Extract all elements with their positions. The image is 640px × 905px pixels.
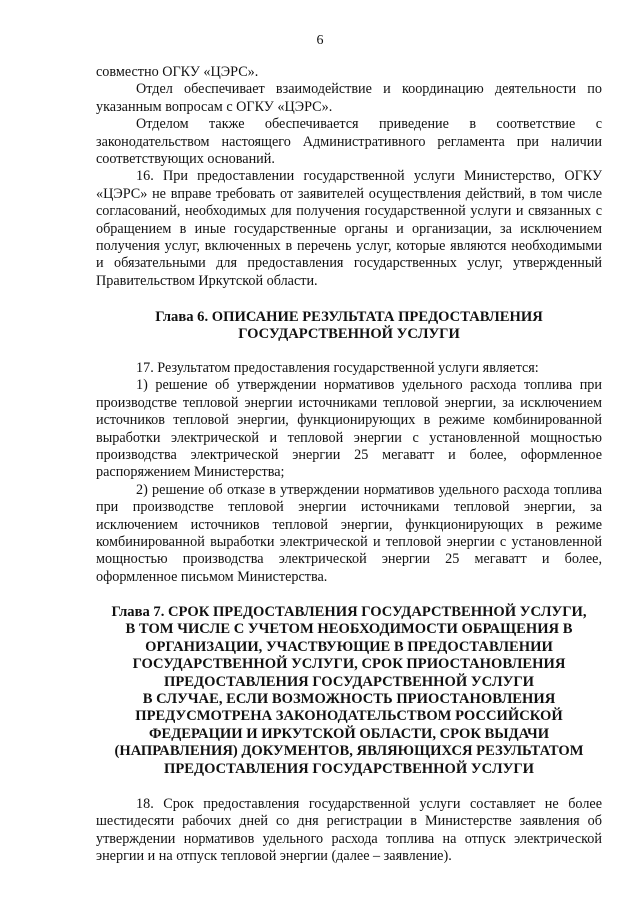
text-block-section-15 xyxy=(96,64,602,290)
paragraph-item-17: 17. Результатом предоставления государственной услуги является: xyxy=(136,360,539,376)
paragraph-item-16: 16. При предоставлении государственной услуги Министерство, ОГКУ «ЦЭРС» не вправе требовать от заявителей осуществления действий, в том числе согласований, необходимых для получения государственной услуги и связанных с обращением в иные государственные органы и организации, за исключением получения услуг, включенных в перечень услуг, которые являются необходимыми и обязательными для предоставления государственных услуг, утвержденный Правительством Иркутской области. xyxy=(96,168,602,289)
chapter-7-heading-line: ПРЕДОСТАВЛЕНИЯ ГОСУДАРСТВЕННОЙ УСЛУГИ xyxy=(164,673,534,690)
chapter-7-heading-line: Глава 7. СРОК ПРЕДОСТАВЛЕНИЯ ГОСУДАРСТВЕННОЙ УСЛУГИ, xyxy=(111,604,587,620)
chapter-7-heading-line: В СЛУЧАЕ, ЕСЛИ ВОЗМОЖНОСТЬ ПРИОСТАНОВЛЕНИЯ xyxy=(142,691,556,708)
paragraph-item-18: 18. Срок предоставления государственной услуги составляет не более шестидесяти рабочих дней со дня регистрации в Министерстве заявления об утверждении нормативов удельного расхода топлива на отпуск электрической энергии и на отпуск тепловой энергии (далее – заявление). xyxy=(96,796,602,865)
chapter-7-heading-line: ГОСУДАРСТВЕННОЙ УСЛУГИ, СРОК ПРИОСТАНОВЛЕНИЯ xyxy=(132,656,566,673)
chapter-7-heading-line: (НАПРАВЛЕНИЯ) ДОКУМЕНТОВ, ЯВЛЯЮЩИХСЯ РЕЗУЛЬТАТОМ xyxy=(114,743,584,760)
paragraph-regulation-compliance: Отделом также обеспечивается приведение в соответствие с законодательством настоящего Административного регламента при наличии соответствующих оснований. xyxy=(96,116,602,168)
text-block-section-17 xyxy=(96,360,602,586)
chapter-7-heading xyxy=(96,604,602,778)
chapter-7-heading-line: ПРЕДОСТАВЛЕНИЯ ГОСУДАРСТВЕННОЙ УСЛУГИ xyxy=(164,760,534,777)
chapter-7-heading-line: ОРГАНИЗАЦИИ, УЧАСТВУЮЩИЕ В ПРЕДОСТАВЛЕНИИ xyxy=(145,638,553,655)
paragraph-coordination: Отдел обеспечивает взаимодействие и координацию деятельности по указанным вопросам с ОГКУ «ЦЭРС». xyxy=(96,81,602,115)
chapter-6-heading-line: ГОСУДАРСТВЕННОЙ УСЛУГИ xyxy=(238,326,460,343)
paragraph-item-17-2: 2) решение об отказе в утверждении нормативов удельного расхода топлива при производстве тепловой энергии источниками тепловой энергии, за исключением источников тепловой энергии, функционирующих в режиме комбинированной выработки электрической и тепловой энергии с установленной мощностью производства электрической энергии 25 мегаватт и более, оформленное письмом Министерства. xyxy=(96,481,602,585)
chapter-7-heading-line: ФЕДЕРАЦИИ И ИРКУТСКОЙ ОБЛАСТИ, СРОК ВЫДАЧИ xyxy=(148,725,550,742)
chapter-6-heading xyxy=(96,309,602,344)
chapter-6-heading-line: Глава 6. ОПИСАНИЕ РЕЗУЛЬТАТА ПРЕДОСТАВЛЕНИЯ xyxy=(155,309,543,325)
page-number: 6 xyxy=(316,33,324,48)
paragraph-item-17-1: 1) решение об утверждении нормативов удельного расхода топлива при производстве тепловой энергии источниками тепловой энергии, за исключением источников тепловой энергии, функционирующих в режиме комбинированной выработки электрической и тепловой энергии с установленной мощностью производства электрической энергии 25 мегаватт и более, оформленное распоряжением Министерства; xyxy=(96,377,602,481)
paragraph-continuation: совместно ОГКУ «ЦЭРС». xyxy=(96,64,259,80)
chapter-7-heading-line: В ТОМ ЧИСЛЕ С УЧЕТОМ НЕОБХОДИМОСТИ ОБРАЩЕНИЯ В xyxy=(125,621,573,638)
text-block-section-18 xyxy=(96,796,602,866)
chapter-7-heading-line: ПРЕДУСМОТРЕНА ЗАКОНОДАТЕЛЬСТВОМ РОССИЙСКОЙ xyxy=(135,708,563,725)
